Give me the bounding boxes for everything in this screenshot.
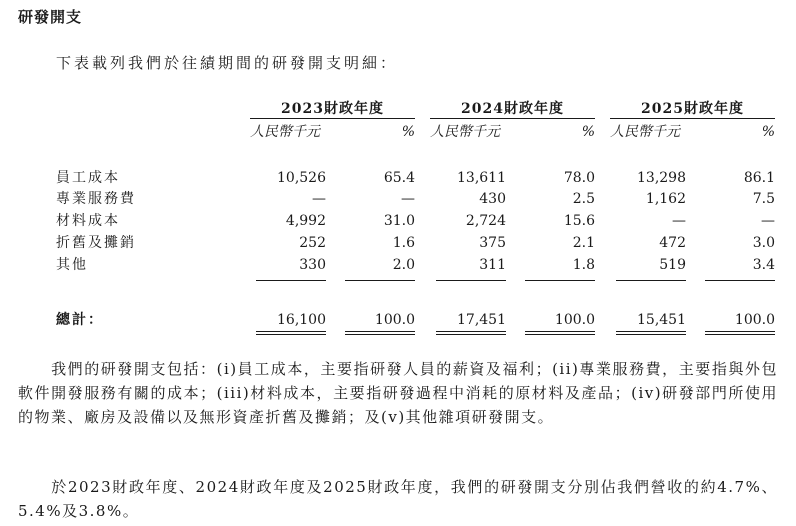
table-cell: 65.4 bbox=[383, 170, 415, 186]
year-header-2024: 2024財政年度 bbox=[461, 101, 564, 117]
subtotal-rule bbox=[345, 280, 415, 281]
pct-header-2025: % bbox=[761, 124, 775, 140]
table-cell: 3.0 bbox=[752, 235, 775, 251]
total-cell: 100.0 bbox=[374, 312, 415, 328]
table-cell: 375 bbox=[479, 235, 506, 251]
table-cell: 86.1 bbox=[743, 170, 775, 186]
subtotal-rule bbox=[256, 280, 326, 281]
year-header-2025: 2025財政年度 bbox=[641, 101, 744, 117]
total-cell: 17,451 bbox=[457, 312, 506, 328]
total-rule-top bbox=[525, 331, 595, 332]
table-cell: 78.0 bbox=[563, 170, 595, 186]
total-rule-bottom bbox=[256, 334, 326, 335]
total-rule-top bbox=[705, 331, 775, 332]
table-cell: 330 bbox=[299, 257, 326, 273]
section-title: 研發開支 bbox=[18, 8, 83, 26]
row-label-others: 其他 bbox=[56, 257, 88, 273]
total-rule-bottom bbox=[705, 334, 775, 335]
table-cell: 430 bbox=[479, 191, 506, 207]
paragraph-rd-revenue-ratio: 於2023財政年度、2024財政年度及2025財政年度，我們的研發開支分別佔我們營收的約4.7%、5.4%及3.8%。 bbox=[18, 478, 778, 520]
total-cell: 16,100 bbox=[277, 312, 326, 328]
paragraph-rd-breakdown: 我們的研發開支包括：(i)員工成本，主要指研發人員的薪資及福利；(ii)專業服務費，主要指與外包軟件開發服務有關的成本；(iii)材料成本，主要指研發過程中消耗的原材料及產品；(iv)研發部門所使用的物業、廠房及設備以及無形資產折舊及攤銷；及(v)其他雜項研發開支。 bbox=[18, 360, 778, 426]
total-rule-top bbox=[616, 331, 686, 332]
total-rule-bottom bbox=[345, 334, 415, 335]
table-cell: 472 bbox=[659, 235, 686, 251]
table-cell: 7.5 bbox=[752, 191, 775, 207]
table-cell: 10,526 bbox=[277, 170, 326, 186]
total-rule-bottom bbox=[436, 334, 506, 335]
unit-header-2023: 人民幣千元 bbox=[250, 124, 320, 140]
table-cell: — bbox=[312, 191, 326, 207]
table-cell: — bbox=[401, 191, 415, 207]
total-cell: 100.0 bbox=[734, 312, 775, 328]
table-cell: 2.0 bbox=[392, 257, 415, 273]
total-cell: 15,451 bbox=[637, 312, 686, 328]
subtotal-rule bbox=[705, 280, 775, 281]
table-cell: 4,992 bbox=[285, 213, 326, 229]
row-label-material-cost: 材料成本 bbox=[56, 213, 120, 229]
pct-header-2024: % bbox=[581, 124, 595, 140]
table-cell: — bbox=[761, 213, 775, 229]
table-cell: 2.5 bbox=[572, 191, 595, 207]
row-label-depreciation: 折舊及攤銷 bbox=[56, 235, 136, 251]
table-cell: 13,298 bbox=[637, 170, 686, 186]
table-cell: 519 bbox=[659, 257, 686, 273]
table-cell: 2,724 bbox=[465, 213, 506, 229]
table-cell: 252 bbox=[299, 235, 326, 251]
header-rule-2023 bbox=[250, 118, 415, 119]
unit-header-2024: 人民幣千元 bbox=[430, 124, 500, 140]
subtotal-rule bbox=[436, 280, 506, 281]
pct-header-2023: % bbox=[401, 124, 415, 140]
unit-header-2025: 人民幣千元 bbox=[610, 124, 680, 140]
table-cell: 13,611 bbox=[457, 170, 506, 186]
table-cell: 15.6 bbox=[563, 213, 595, 229]
header-rule-2024 bbox=[430, 118, 595, 119]
subtotal-rule bbox=[525, 280, 595, 281]
table-cell: 1,162 bbox=[645, 191, 686, 207]
table-cell: 311 bbox=[479, 257, 506, 273]
total-rule-top bbox=[345, 331, 415, 332]
total-label: 總計： bbox=[56, 312, 104, 328]
intro-text: 下表載列我們於往績期間的研發開支明細： bbox=[56, 54, 399, 72]
total-rule-bottom bbox=[525, 334, 595, 335]
table-cell: 1.6 bbox=[392, 235, 415, 251]
year-header-2023: 2023財政年度 bbox=[281, 101, 384, 117]
total-cell: 100.0 bbox=[554, 312, 595, 328]
table-cell: 2.1 bbox=[572, 235, 595, 251]
row-label-staff-cost: 員工成本 bbox=[56, 170, 120, 186]
total-rule-top bbox=[436, 331, 506, 332]
header-rule-2025 bbox=[610, 118, 775, 119]
total-rule-top bbox=[256, 331, 326, 332]
total-rule-bottom bbox=[616, 334, 686, 335]
row-label-professional-fees: 專業服務費 bbox=[56, 191, 136, 207]
table-cell: 31.0 bbox=[383, 213, 415, 229]
subtotal-rule bbox=[616, 280, 686, 281]
table-cell: 3.4 bbox=[752, 257, 775, 273]
table-cell: 1.8 bbox=[572, 257, 595, 273]
table-cell: — bbox=[672, 213, 686, 229]
